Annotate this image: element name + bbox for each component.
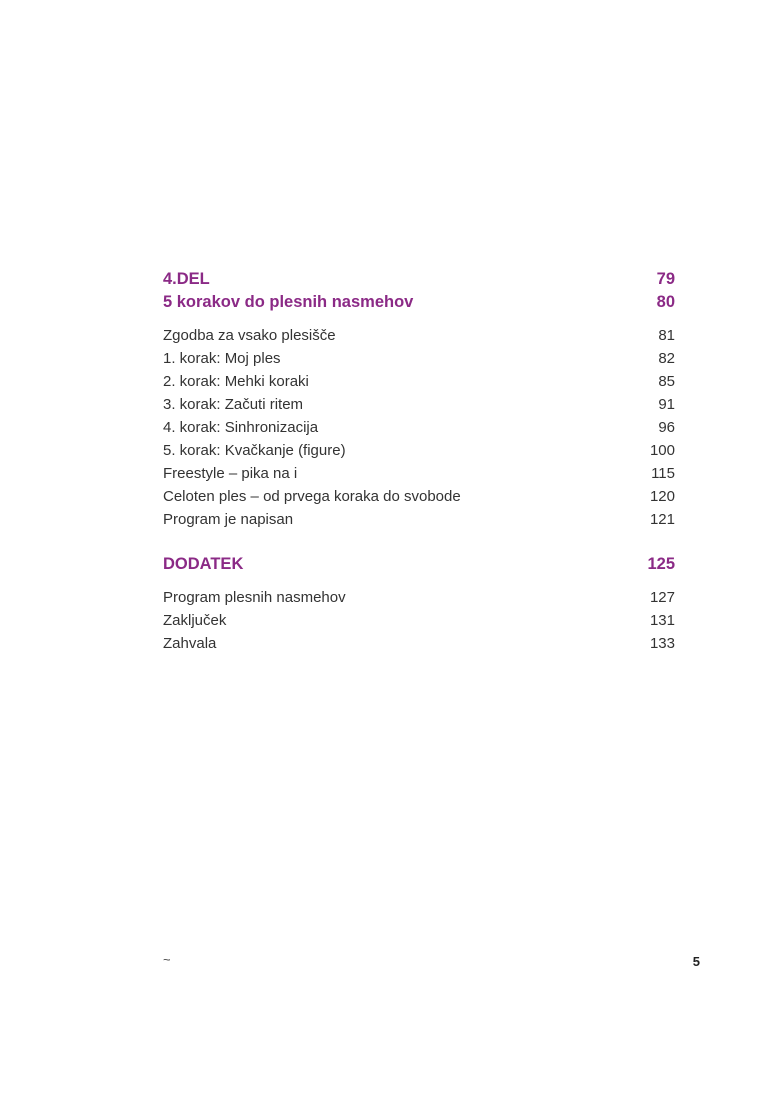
toc-entry-page: 127 bbox=[649, 589, 675, 606]
toc-entry bbox=[163, 347, 675, 370]
toc-entry-page: 131 bbox=[649, 612, 675, 629]
toc-entry-title: Zahvala bbox=[163, 635, 217, 652]
toc-heading-appendix bbox=[163, 553, 675, 576]
toc-entry-page: 115 bbox=[651, 465, 675, 482]
toc-entry bbox=[163, 586, 675, 609]
toc-entry bbox=[163, 485, 675, 508]
toc-entry-title: 2. korak: Mehki koraki bbox=[163, 373, 309, 390]
toc-entry-title: 5. korak: Kvačkanje (figure) bbox=[163, 442, 346, 459]
page-number: 5 bbox=[692, 954, 700, 969]
toc-entry-page: 91 bbox=[658, 396, 675, 413]
toc-entry-title: 1. korak: Moj ples bbox=[163, 350, 281, 367]
toc-heading-title: 4.DEL bbox=[163, 270, 210, 288]
toc-heading-title: 5 korakov do plesnih nasmehov bbox=[163, 293, 414, 311]
toc-entry bbox=[163, 508, 675, 531]
toc-heading-page: 125 bbox=[647, 555, 675, 573]
toc-entry bbox=[163, 393, 675, 416]
footer-ornament: ~ bbox=[163, 952, 171, 967]
toc-entry-title: Zaključek bbox=[163, 612, 227, 629]
toc-entry-title: Program je napisan bbox=[163, 511, 294, 528]
toc-heading-page: 79 bbox=[656, 270, 675, 288]
toc-entry-page: 133 bbox=[649, 635, 675, 652]
toc-entry-title: 3. korak: Začuti ritem bbox=[163, 396, 304, 413]
toc-entry bbox=[163, 370, 675, 393]
toc-heading-title: DODATEK bbox=[163, 555, 244, 573]
toc-heading-subtitle bbox=[163, 291, 675, 314]
toc-heading-part bbox=[163, 268, 675, 291]
toc-entry-page: 121 bbox=[649, 511, 675, 528]
toc-entry-page: 120 bbox=[649, 488, 675, 505]
toc-entry bbox=[163, 416, 675, 439]
table-of-contents bbox=[163, 268, 675, 655]
toc-entry bbox=[163, 609, 675, 632]
toc-entry-page: 100 bbox=[649, 442, 675, 459]
toc-entry-title: Program plesnih nasmehov bbox=[163, 589, 346, 606]
toc-entry bbox=[163, 462, 675, 485]
toc-entry-page: 85 bbox=[658, 373, 675, 390]
toc-entry-page: 81 bbox=[658, 327, 675, 344]
toc-entry-title: Freestyle – pika na i bbox=[163, 465, 298, 482]
toc-entry-page: 96 bbox=[658, 419, 675, 436]
toc-entry bbox=[163, 632, 675, 655]
toc-heading-page: 80 bbox=[656, 293, 675, 311]
toc-entry bbox=[163, 439, 675, 462]
toc-entry-title: 4. korak: Sinhronizacija bbox=[163, 419, 319, 436]
toc-entry-title: Celoten ples – od prvega koraka do svobode bbox=[163, 488, 461, 505]
toc-entry bbox=[163, 324, 675, 347]
toc-entry-page: 82 bbox=[658, 350, 675, 367]
toc-entry-title: Zgodba za vsako plesišče bbox=[163, 327, 336, 344]
